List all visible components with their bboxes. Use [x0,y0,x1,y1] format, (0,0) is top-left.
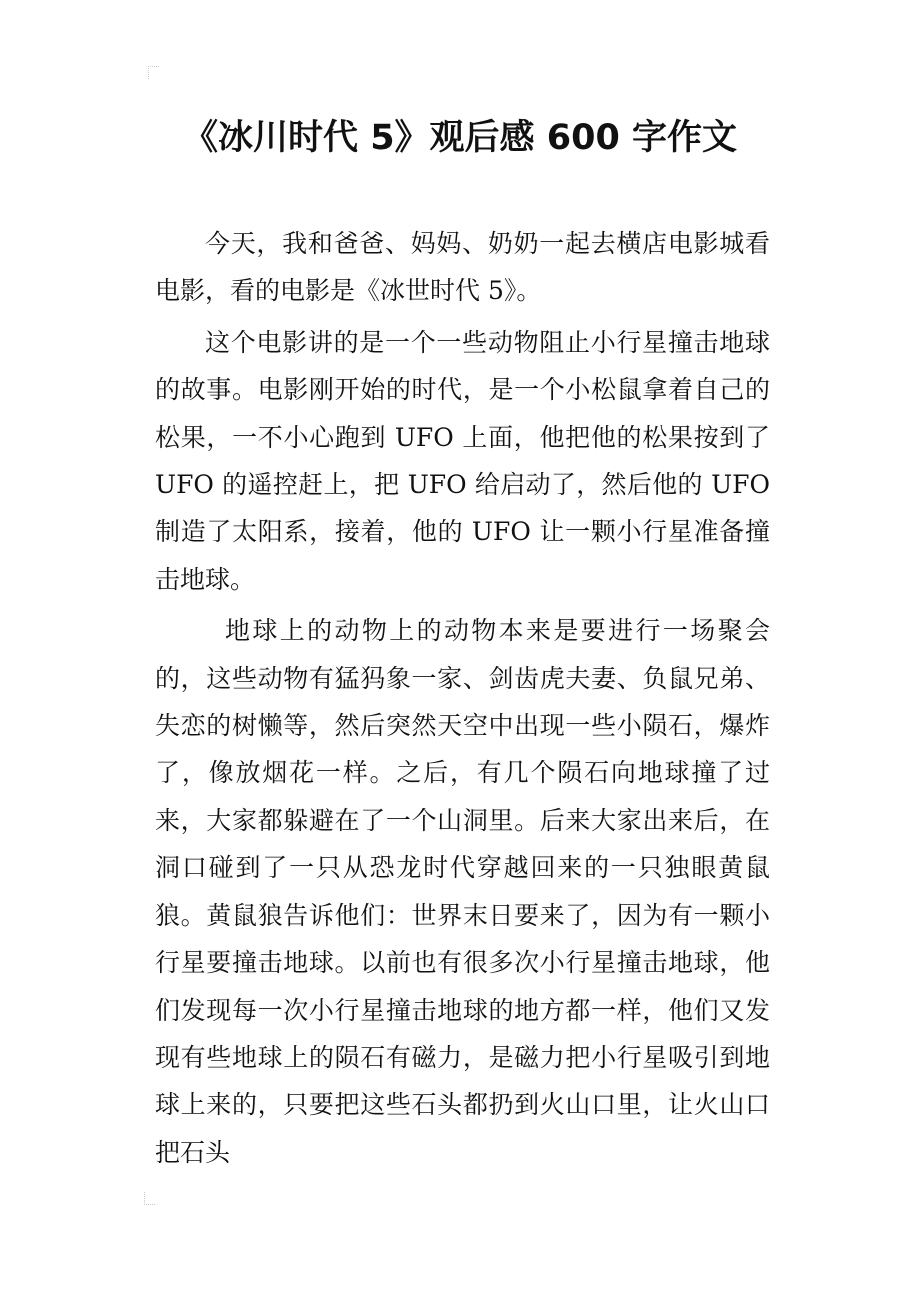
paragraph-3: 地球上的动物上的动物本来是要进行一场聚会的，这些动物有猛犸象一家、剑齿虎夫妻、负鼠兄弟、失恋的树懒等，然后突然天空中出现一些小陨石，爆炸了，像放烟花一样。之后，有几个陨石向地球撞了过来，大家都躲避在了一个山洞里。后来大家出来后，在洞口碰到了一只从恐龙时代穿越回来的一只独眼黄鼠狼。黄鼠狼告诉他们：世界末日要来了，因为有一颗小行星要撞击地球。以前也有很多次小行星撞击地球，他们发现每一次小行星撞击地球的地方都一样，他们又发现有些地球上的陨石有磁力，是磁力把小行星吸引到地球上来的，只要把这些石头都扔到火山口里，让火山口把石头 [155,616,770,1167]
top-corner-crop-mark [148,66,159,79]
paragraph-1: 今天，我和爸爸、妈妈、奶奶一起去横店电影城看电影，看的电影是《冰世时代 5》。 [155,229,770,306]
paragraph-2: 这个电影讲的是一个一些动物阻止小行星撞击地球的故事。电影刚开始的时代，是一个小松鼠拿着自己的松果，一不小心跑到 UFO 上面，他把他的松果按到了 UFO 的遥控赶上，把 UFO 给启动了，然后他的 UFO 制造了太阳系，接着，他的 UFO 让一颗小行星准备撞击地球。 [155,327,770,594]
document-body [155,220,770,1176]
bottom-corner-crop-mark [144,1192,155,1205]
document-title: 《冰川时代 5》观后感 600 字作文 [183,118,737,158]
